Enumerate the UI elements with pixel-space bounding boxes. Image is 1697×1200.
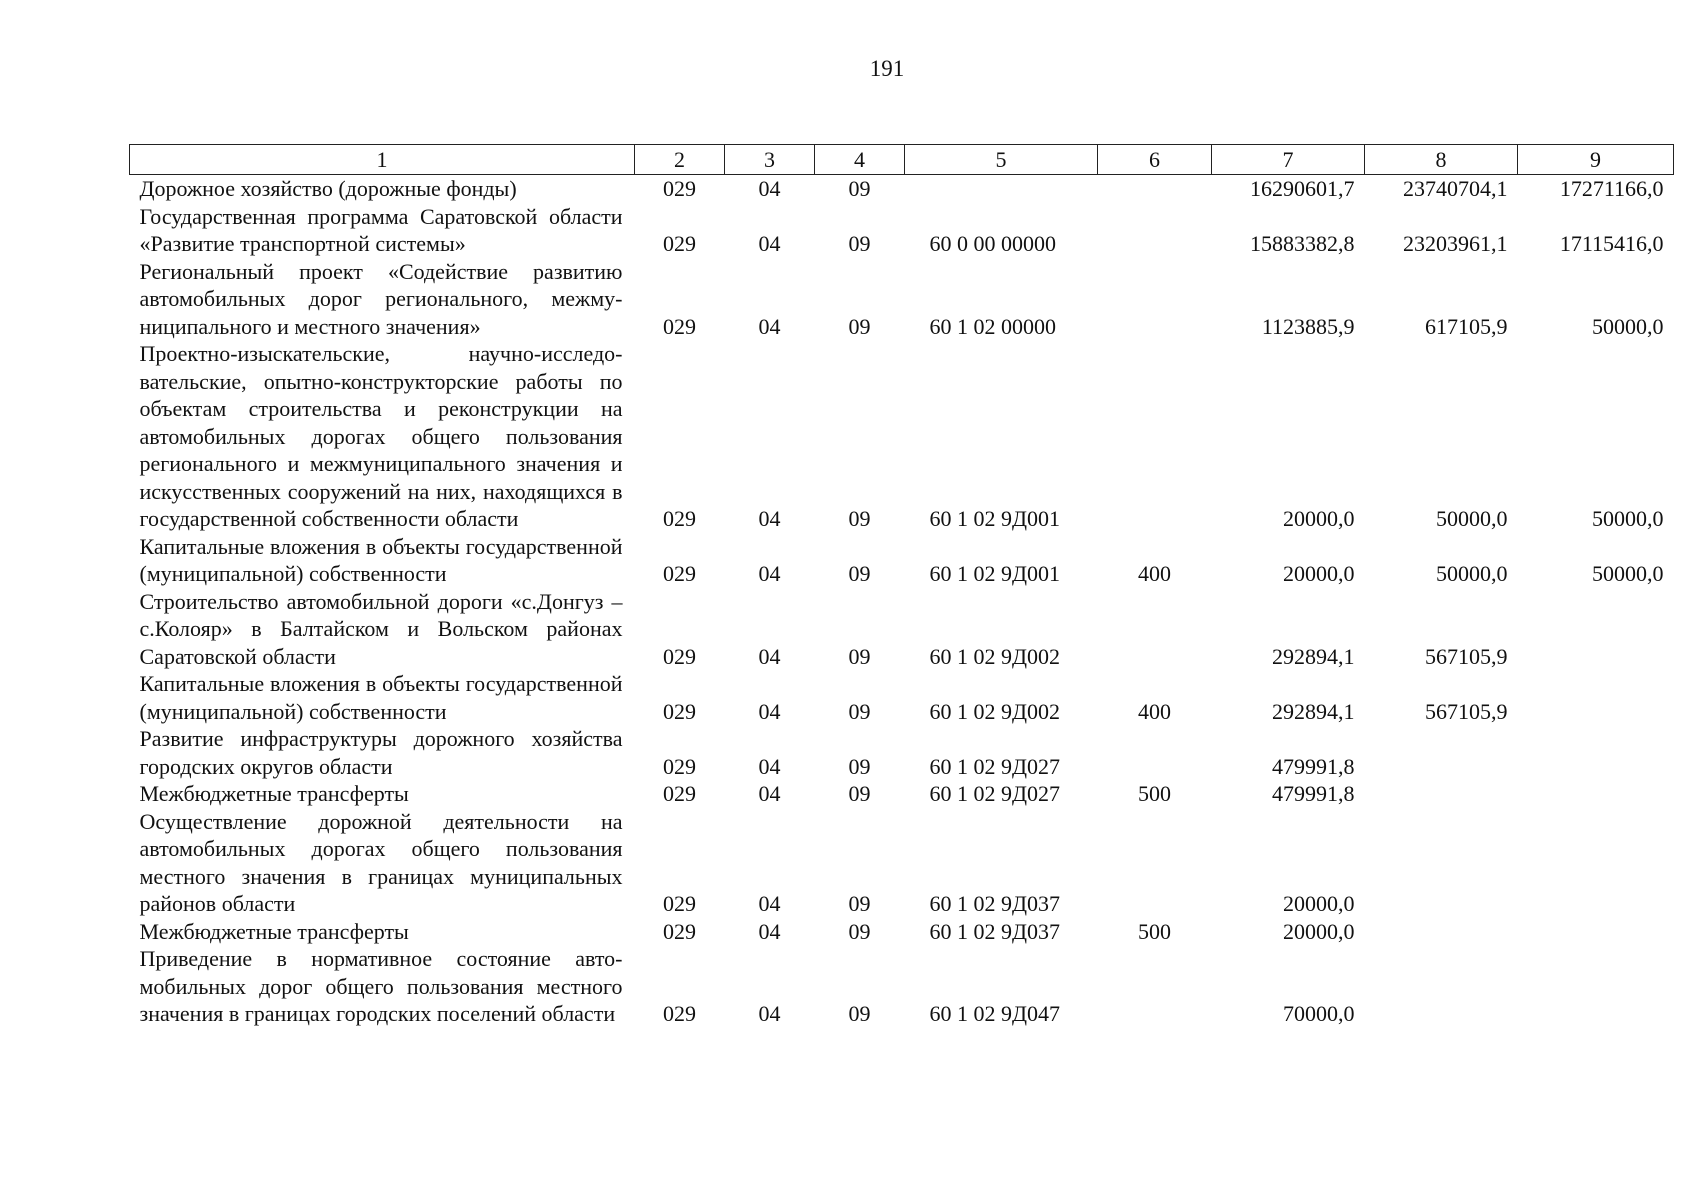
table-body [130,175,1674,1028]
amount-col9 [1518,588,1674,671]
amount-col8 [1365,945,1518,1028]
section-code: 04 [758,643,781,669]
subsection-code: 09 [848,176,871,201]
target-article-code: 60 1 02 9Д027 [929,753,1061,779]
ministry-code: 029 [663,891,696,916]
section-code: 04 [758,698,781,724]
subsection-code: 09 [848,561,871,586]
column-header-2: 2 [635,145,725,175]
section-code: 04 [758,176,781,201]
item-name: Приведение в нормативное состояние автомобильных дорог общего пользования местного значения в границах городских поселений области [139,946,623,1026]
section-code: 04 [758,506,781,531]
column-header-8: 8 [1365,145,1518,175]
ministry-code: 029 [663,698,696,724]
target-article-code: 60 1 02 9Д037 [929,891,1061,916]
amount-col9 [1518,945,1674,1028]
item-name: Межбюджетные трансферты [139,918,409,944]
subsection-code: 09 [848,781,871,806]
table-row [130,945,1674,1028]
amount-col9: 17271166,0 [1559,176,1664,201]
section-code: 04 [758,561,781,586]
amount-col7: 20000,0 [1283,891,1355,916]
item-name: Капитальные вложения в объекты государственной (муниципальной) собственности [139,533,623,586]
amount-col8: 50000,0 [1436,561,1508,586]
item-name: Осуществление дорожной деятельности на автомобильных дорогах общего пользования местного значения в границах муниципальных районов области [139,808,623,916]
expense-type-code [1098,258,1212,341]
expense-type-code [1098,725,1212,780]
target-article-code: 60 1 02 9Д002 [929,643,1061,669]
subsection-code: 09 [848,891,871,916]
budget-table [129,144,1674,1028]
ministry-code: 029 [663,313,696,339]
target-article-code [905,175,1098,203]
column-header-6: 6 [1098,145,1212,175]
item-name: Дорожное хозяйство (дорожные фонды) [139,176,517,201]
table-row [130,725,1674,780]
ministry-code: 029 [663,506,696,531]
amount-col7: 20000,0 [1283,506,1355,531]
table-row [130,258,1674,341]
column-header-5: 5 [905,145,1098,175]
table-row [130,670,1674,725]
item-name: Развитие инфраструктуры дорожного хозяйства городских округов области [139,726,623,779]
amount-col9: 50000,0 [1592,506,1664,531]
expense-type-code: 400 [1138,561,1171,586]
amount-col9 [1518,808,1674,918]
amount-col7: 292894,1 [1272,698,1355,724]
section-code: 04 [758,781,781,806]
amount-col9: 17115416,0 [1559,231,1664,256]
table-row [130,918,1674,946]
amount-col7: 70000,0 [1283,1001,1355,1026]
table-row [130,780,1674,808]
amount-col8 [1365,780,1518,808]
item-name: Государственная программа Саратовской области «Развитие транспортной системы» [139,203,623,256]
amount-col7: 15883382,8 [1250,231,1355,256]
target-article-code: 60 0 00 00000 [929,231,1056,256]
target-article-code: 60 1 02 9Д001 [929,506,1061,531]
amount-col8 [1365,918,1518,946]
target-article-code: 60 1 02 9Д001 [929,561,1061,586]
expense-type-code [1098,175,1212,203]
item-name: Строительство автомобильной дороги «с.Донгуз – с.Колояр» в Балтайском и Вольском районах Саратовской области [139,588,623,669]
table-row [130,340,1674,533]
amount-col9: 50000,0 [1592,561,1664,586]
item-name: Проектно-изыскательские, научно-исследовательские, опытно-конструкторские работы по объектам строительства и реконструкции на автомобильных дорогах общего пользования регионального и межмуниципального значения и искусственных сооружений на них, находящихся в государственной собственности области [139,341,623,531]
subsection-code: 09 [848,918,871,944]
table-header [130,145,1674,175]
subsection-code: 09 [848,506,871,531]
table-row [130,175,1674,203]
amount-col7: 20000,0 [1283,561,1355,586]
item-name: Межбюджетные трансферты [139,781,409,806]
section-code: 04 [758,231,781,256]
ministry-code: 029 [663,918,696,944]
column-header-7: 7 [1212,145,1365,175]
header-row [130,145,1674,175]
amount-col7: 20000,0 [1283,918,1355,944]
amount-col8: 50000,0 [1436,506,1508,531]
amount-col8 [1365,808,1518,918]
amount-col8: 567105,9 [1425,698,1508,724]
amount-col7: 292894,1 [1272,643,1355,669]
subsection-code: 09 [848,313,871,339]
table-row [130,533,1674,588]
item-name: Региональный проект «Содействие развитию автомобильных дорог регионального, межмуниципального и местного значения» [139,258,623,339]
amount-col8: 567105,9 [1425,643,1508,669]
amount-col9 [1518,670,1674,725]
expense-type-code [1098,808,1212,918]
subsection-code: 09 [848,643,871,669]
amount-col9 [1518,780,1674,808]
amount-col7: 479991,8 [1272,753,1355,779]
ministry-code: 029 [663,176,696,201]
expense-type-code: 500 [1138,781,1171,806]
amount-col8: 617105,9 [1425,313,1508,339]
column-header-4: 4 [815,145,905,175]
column-header-3: 3 [725,145,815,175]
column-header-9: 9 [1518,145,1674,175]
ministry-code: 029 [663,753,696,779]
target-article-code: 60 1 02 9Д047 [929,1001,1061,1026]
section-code: 04 [758,753,781,779]
subsection-code: 09 [848,753,871,779]
table-row [130,808,1674,918]
target-article-code: 60 1 02 9Д002 [929,698,1061,724]
subsection-code: 09 [848,231,871,256]
table-row [130,203,1674,258]
ministry-code: 029 [663,781,696,806]
amount-col7: 479991,8 [1272,781,1355,806]
amount-col8: 23740704,1 [1403,176,1508,201]
section-code: 04 [758,891,781,916]
amount-col8: 23203961,1 [1403,231,1508,256]
ministry-code: 029 [663,231,696,256]
expense-type-code [1098,203,1212,258]
target-article-code: 60 1 02 00000 [929,313,1056,339]
section-code: 04 [758,1001,781,1026]
page-number: 191 [869,56,905,81]
target-article-code: 60 1 02 9Д027 [929,781,1061,806]
ministry-code: 029 [663,643,696,669]
column-header-1: 1 [130,145,635,175]
expense-type-code [1098,340,1212,533]
amount-col7: 1123885,9 [1261,313,1355,339]
subsection-code: 09 [848,1001,871,1026]
amount-col7: 16290601,7 [1250,176,1355,201]
item-name: Капитальные вложения в объекты государственной (муниципальной) собственности [139,671,623,724]
expense-type-code: 500 [1138,918,1171,944]
subsection-code: 09 [848,698,871,724]
ministry-code: 029 [663,1001,696,1026]
expense-type-code [1098,588,1212,671]
table-row [130,588,1674,671]
expense-type-code [1098,945,1212,1028]
amount-col9 [1518,918,1674,946]
target-article-code: 60 1 02 9Д037 [929,918,1061,944]
amount-col9: 50000,0 [1592,313,1664,339]
ministry-code: 029 [663,561,696,586]
amount-col8 [1365,725,1518,780]
expense-type-code: 400 [1138,698,1171,724]
section-code: 04 [758,918,781,944]
amount-col9 [1518,725,1674,780]
section-code: 04 [758,313,781,339]
